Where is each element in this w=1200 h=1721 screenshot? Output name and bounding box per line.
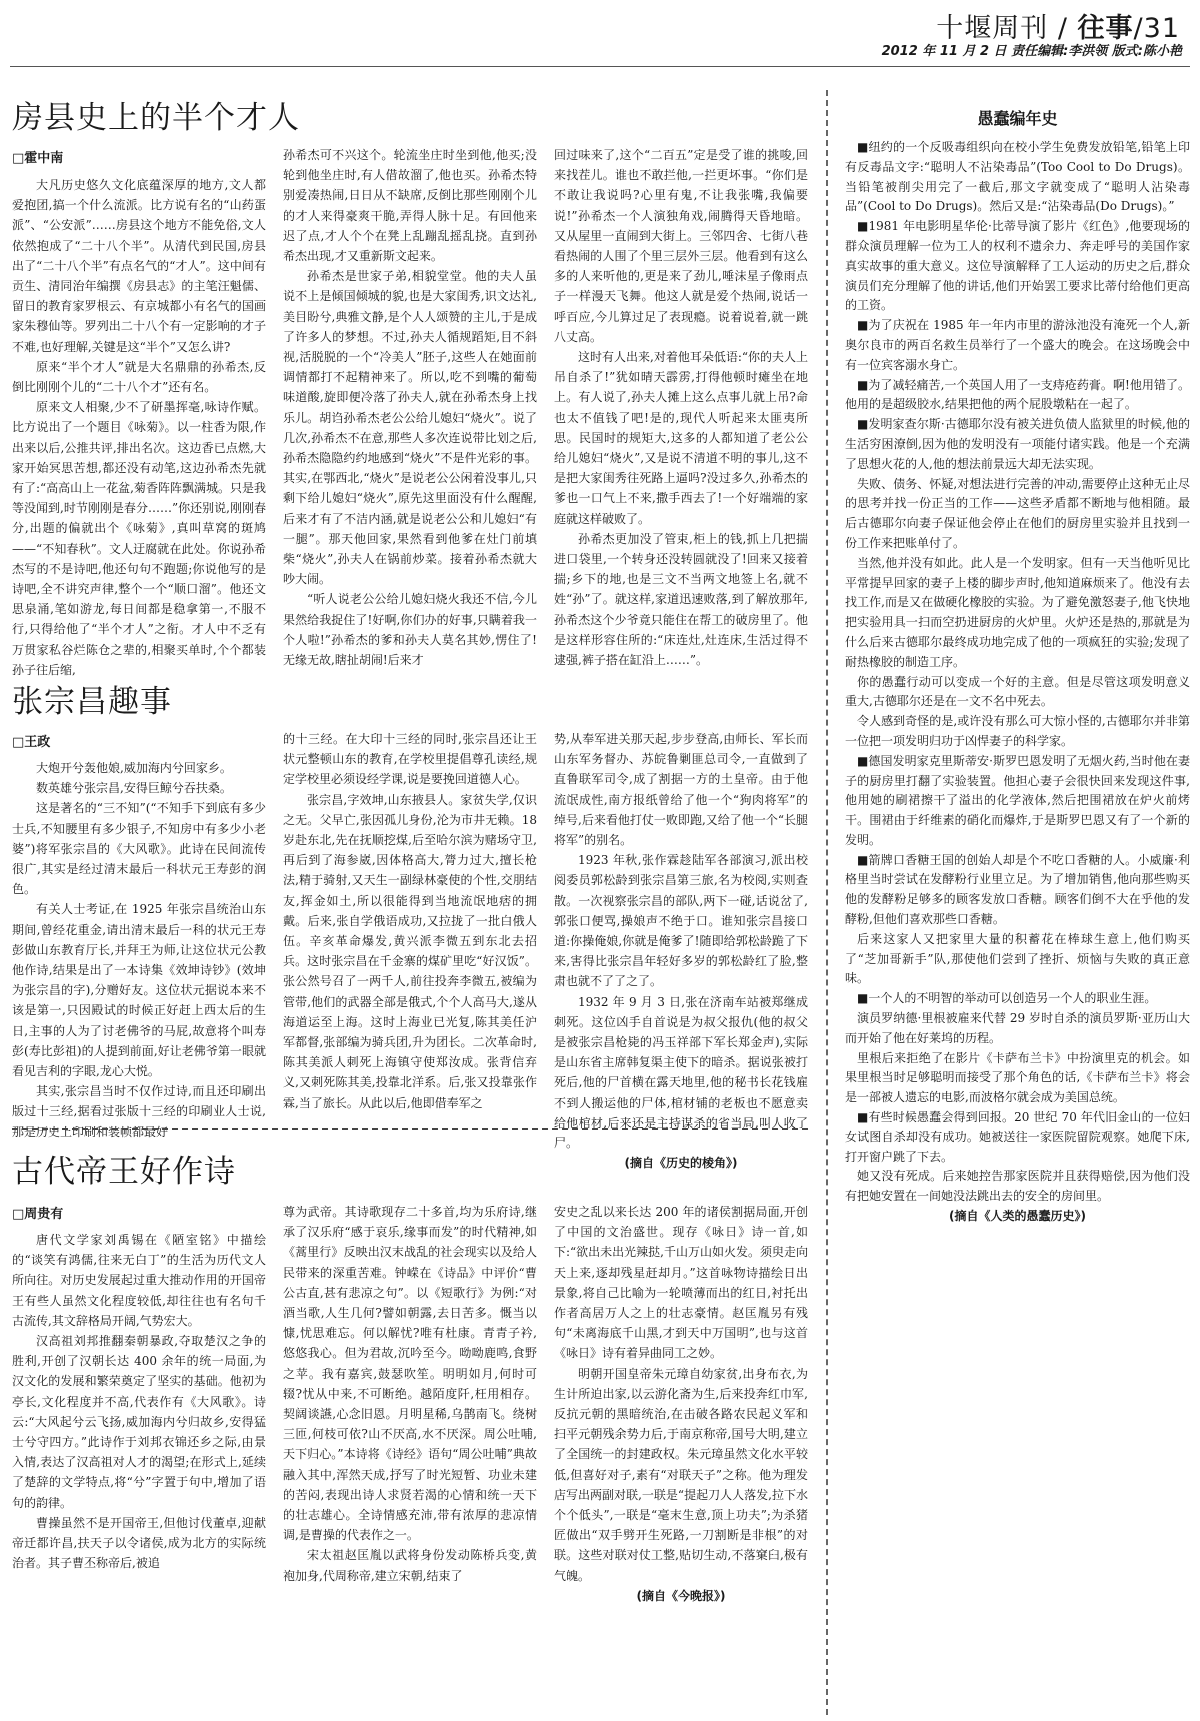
paragraph: ■1981 年电影明星华伦·比蒂导演了影片《红色》,他要现场的群众演员理解一位为工人的权利不遗余力、奔走呼号的美国作家真实故事的重大意义。这位导演解释了工人运动的历史之后,群众演员们充分理解了他的讲话,他们开始罢工要求比蒂付给他们更高的工资。 (845, 219, 1190, 313)
article3-source: (摘自《今晚报》) (636, 1588, 726, 1603)
paragraph: 1932 年 9 月 3 日,张在济南车站被郑继成刺死。这位凶手自首说是为叔父报仇(他的叔父是被张宗昌枪毙的冯玉祥部下军长郑金声),实际是山东省主席韩复渠主使下的暗杀。据说张被打死后,他的尸首横在露天地里,他的秘书长花钱雇不到人搬运他的尸体,棺材铺的老板也不愿意卖给他棺材,后来还是主持谋杀的省当局,叫人收了尸。 (554, 994, 808, 1151)
paragraph: 当然,他并没有如此。此人是一个发明家。但有一天当他听见比平常提早回家的妻子上楼的脚步声时,他知道麻烦来了。他没有去找工作,而是又在做硬化橡胶的实验。为了避免激怒妻子,他飞快地把实验用具一扫而空扔进厨房的火炉里。火炉还是热的,那就是为什么后来古德耶尔最终成功地完成了他的一项疯狂的实验;发现了耐热橡胶的制造工序。 (845, 555, 1190, 669)
paragraph: ■发明家查尔斯·古德耶尔没有被关进负债人监狱里的时候,他的生活穷困潦倒,因为他的发明没有一项能付诸实践。他是一个充满了思想火花的人,他的想法前景远大却无法实现。 (845, 417, 1190, 471)
paragraph: 原来“半个才人”就是大名鼎鼎的孙希杰,反倒比刚刚个儿的“二十八个才”还有名。 (12, 359, 266, 395)
paragraph: 宋太祖赵匡胤以武将身份发动陈桥兵变,黄袍加身,代周称帝,建立宋朝,结束了 (283, 1548, 537, 1583)
paragraph: 失败、债务、怀疑,对想法进行完善的冲动,需要停止这种无止尽的思考并找一份正当的工作——这些矛盾都不断地与他相随。最后古德耶尔向妻子保证他会停止在他们的厨房里实验并且找到一份工作来把账单付了。 (845, 476, 1190, 550)
article2-col3 (554, 729, 808, 1171)
paragraph: ■为了庆祝在 1985 年一年内市里的游泳池没有淹死一个人,新奥尔良市的两百名救生员举行了一个盛大的晚会。在这场晚会中有一位宾客溺水身亡。 (845, 318, 1190, 372)
page-meta: 2012 年 11 月 2 日 责任编辑:李洪领 版式:陈小艳 (881, 44, 1182, 59)
article1-author: □霍中南 (12, 151, 64, 166)
paragraph: 大凡历史悠久文化底蕴深厚的地方,文人都爱抱团,搞一个什么流派。比方说有名的“山药蛋派”、“公安派”……房县这个地方不能免俗,文人依然抱成了“二十八个半”。从清代到民国,房县出了“二十八个半”有点名气的“才人”。这中间有贡生、清同治年编撰《房县志》的主笔汪魁儒、留日的教育家罗根云、有京城都小有名气的国画家朱穆仙等。罗列出二十八个有一定影响的才子不难,也好理解,关键是这“半个”又怎么讲? (12, 178, 266, 354)
sidebar-text (845, 138, 1190, 1227)
article3-author: □周贵有 (12, 1207, 64, 1222)
paragraph: 这时有人出来,对着他耳朵低语:“你的夫人上吊自杀了!”犹如晴天霹雳,打得他顿时瘫坐在地上。有人说了,孙夫人摊上这么点事儿就上吊?命也太不值钱了吧!是的,现代人听起来太匪夷所思。民国时的规矩大,这多的人都知道了老公公给儿媳妇“烧火”,又是说不清道不明的事儿,这不是把大家闺秀往死路上逼吗?没过多久,孙希杰的爹也一口气上不来,撒手西去了!一个好端端的家庭就这样破败了。 (554, 350, 808, 526)
article2-author: □王政 (12, 735, 51, 750)
paragraph: 安史之乱以来长达 200 年的诸侯割据局面,开创了中国的文治盛世。现存《咏日》诗一首,如下:“欲出未出光辣挞,千山万山如火发。须臾走向天上来,逐却残星赶却月。”这首咏物诗描绘日出景象,将自己比喻为一轮喷薄而出的红日,衬托出作者高居万人之上的壮志豪情。赵匡胤另有残句“未离海底千山黑,才到天中万国明”,也与这首《咏日》诗有着异曲同工之妙。 (554, 1205, 808, 1361)
paragraph: 大炮开兮轰他娘,威加海内兮回家乡。 (36, 761, 232, 775)
paragraph: 明朝开国皇帝朱元璋自幼家贫,出身布衣,为生计所迫出家,以云游化斋为生,后来投奔红巾军,反抗元朝的黑暗统治,在击破各路农民起义军和扫平元朝残余势力后,于南京称帝,国号大明,建立了全国统一的封建政权。朱元璋虽然文化水平较低,但喜好对子,素有“对联天子”之称。他为理发店写出两副对联,一联是“提起刀人人落发,拉下水个个低头”,一联是“毫末生意,顶上功夫”;为杀猪匠做出“双手劈开生死路,一刀割断是非根”的对联。这些对联对仗工整,贴切生动,不落窠臼,极有气魄。 (554, 1366, 808, 1583)
header-rule (10, 66, 1190, 67)
paragraph: 你的愚蠢行动可以变成一个好的主意。但是尽管这项发明意义重大,古德耶尔还是在一文不名中死去。 (845, 674, 1190, 709)
paragraph: 的十三经。在大印十三经的同时,张宗昌还让王状元整顿山东的教育,在学校里提倡尊孔读经,规定学校里必须设经学课,说是要挽回道德人心。 (283, 732, 537, 787)
paragraph: 尊为武帝。其诗歌现存二十多首,均为乐府诗,继承了汉乐府“感于哀乐,缘事而发”的时代精神,如《蒿里行》反映出汉末战乱的社会现实以及给人民带来的深重苦难。钟嵘在《诗品》中评价“曹公古直,甚有悲凉之句”。以《短歌行》为例:“对酒当歌,人生几何?譬如朝露,去日苦多。慨当以慷,忧思难忘。何以解忧?唯有杜康。青青子衿,悠悠我心。但为君故,沉吟至今。呦呦鹿鸣,食野之苹。我有嘉宾,鼓瑟吹笙。明明如月,何时可辍?忧从中来,不可断绝。越陌度阡,枉用相存。契阔谈讌,心念旧恩。月明星稀,乌鹊南飞。绕树三匝,何枝可依?山不厌高,水不厌深。周公吐哺,天下归心。”本诗将《诗经》语句“周公吐哺”典故融入其中,浑然天成,抒写了时光短暂、功业未建的苦闷,表现出诗人求贤若渴的心情和统一天下的壮志雄心。全诗情感充沛,带有浓厚的悲凉情调,是曹操的代表作之一。 (283, 1205, 537, 1543)
article3-title: 古代帝王好作诗 (12, 1154, 236, 1190)
sidebar (845, 106, 1190, 129)
section-divider (12, 1128, 808, 1130)
paragraph: 这是著名的“三不知”(“不知手下到底有多少士兵,不知腰里有多少银子,不知房中有多少小老婆”)将军张宗昌的《大风歌》。此诗在民间流传很广,其实是经过清末最后一科状元王寿彭的润色。 (12, 801, 266, 897)
paragraph: 张宗昌,字效坤,山东掖县人。家贫失学,仅识之无。父早亡,张因孤儿身份,沦为市井无赖。18 岁赴东北,先在抚顺挖煤,后至哈尔滨为赌场守卫,再后到了海参崴,因体格高大,膂力过大,擅长枪法,精于骑射,又天生一副绿林豪使的个性,交朋结友,挥金如土,所以很能得到当地流氓地痞的拥戴。后来,张自学俄语成功,又拉拢了一批白俄人伍。辛亥革命爆发,黄兴派李微五到东北去招兵。这时张宗昌在千金寨的煤矿里吃“好汉饭”。张公然号召了一两千人,前往投奔李微五,被编为管带,他们的武器全部是俄式,个个人高马大,遂从海道运至上海。这时上海业已光复,陈其美任沪军都督,张部编为骑兵团,升为团长。二次革命时,陈其美派人刺死上海镇守使郑汝成。张背信弃义,又刺死陈其美,投靠北洋系。后,张又投靠张作霖,当了旅长。从此以后,他即借奉军之 (283, 792, 537, 1110)
sidebar-body (845, 138, 1190, 1716)
article1-col2 (283, 145, 537, 668)
paragraph: 里根后来拒绝了在影片《卡萨布兰卡》中扮演里克的机会。如果里根当时足够聪明而接受了那个角色的话,《卡萨布兰卡》将会是一部被人遗忘的电影,而波格尔就会成为美国总统。 (845, 1050, 1190, 1105)
paragraph: 她又没有死成。后来她控告那家医院并且获得赔偿,因为他们没有把她安置在一间她没法跳出去的安全的房间里。 (845, 1169, 1190, 1204)
paragraph: 数英雄兮张宗昌,安得巨鲸兮吞扶桑。 (36, 781, 232, 796)
paragraph: 唐代文学家刘禹锡在《陋室铭》中描绘的“谈笑有鸿儒,往来无白丁”的生活为历代文人所向往。对历史发展起过重大推动作用的开国帝王有些人虽然文化程度较低,却往往也有名句千古流传,其文辞格局开阔,气势宏大。 (12, 1233, 266, 1328)
paragraph: ■纽约的一个反吸毒组织向在校小学生免费发放铅笔,铅笔上印有反毒品文字:“聪明人不沾染毒品”(Too Cool to Do Drugs)。当铅笔被削尖用完了一截后,那文字就变成了“聪明人沾染毒品”(Cool to Do Drugs)。然后又是:“沾染毒品(Do Drugs)。” (845, 140, 1190, 214)
article2-col1 (12, 758, 266, 1139)
paragraph: 有关人士考证,在 1925 年张宗昌统治山东期间,曾经花重金,请出清末最后一科的状元王寿彭做山东教育厅长,并拜王为师,让这位状元公教他作诗,结果是出了一本诗集《效坤诗钞》(效坤为张宗昌的字),分赠好友。这位状元据说本来不该是第一,只因殿试的时候正好赶上西太后的生日,主事的人为了讨老佛爷的马屁,故意将个叫寿彭(寿比彭祖)的人提到前面,好让老佛爷第一眼就看见吉利的字眼,龙心大悦。 (12, 902, 266, 1079)
page-header-title: 十堰周刊 / 往事/31 (936, 13, 1180, 44)
paragraph: 汉高祖刘邦推翻秦朝暴政,夺取楚汉之争的胜利,开创了汉朝长达 400 余年的统一局面,为汉文化的发展和繁荣奠定了坚实的基础。他初为亭长,文化程度并不高,代表作有《大风歌》。诗云:“大风起兮云飞扬,威加海内兮归故乡,安得猛士兮守四方。”此诗作于刘邦衣锦还乡之际,由景入情,表达了汉高祖对人才的渴望;在形式上,延续了楚辞的文学特点,将“兮”字置于句中,增加了语句的韵律。 (12, 1334, 266, 1510)
article2-title: 张宗昌趣事 (12, 684, 172, 720)
article3-col3 (554, 1202, 808, 1716)
article3-col2 (283, 1202, 537, 1716)
paragraph: 原来文人相聚,少不了研墨挥毫,咏诗作赋。比方说出了一个题目《咏菊》。以一柱香为限,作出来以后,公推共评,排出名次。这边香已点燃,大家开始冥思苦想,都还没有动笔,这边孙希杰先就有了:“高高山上一花盆,菊香阵阵飘满城。只是我等没闻到,时节刚刚是春分……”你还别说,刚刚春分,出题的偏就出个《咏菊》,真叫草窝的斑鸠——“不知春秋”。文人迂腐就在此处。你说孙希杰写的不是诗吧,他还句句不跑题;你说他写的是诗吧,全不讲究声律,整个一个“顺口溜”。他还文思泉涌,笔如游龙,每日间都是稳拿第一,不服不行,只得给他了“半个才人”之衔。才人中不乏有万贯家私谷烂陈仓之辈的,相聚买单时,个个都装孙子往后缩, (12, 400, 266, 677)
article1-title: 房县史上的半个才人 (12, 100, 300, 136)
paragraph: 其实,张宗昌当时不仅作过诗,而且还印刷出版过十三经,据看过张版十三经的印刷业人士说,那是历史上印刷和装帧都最好 (12, 1084, 266, 1139)
paragraph: 孙希杰更加没了管束,柜上的钱,抓上几把揣进口袋里,一个转身还没转圆就没了!回来又接着揣;乡下的地,也是三文不当两文地签上名,就不姓“孙”了。就这样,家道迅速败落,到了解放那年,孙希杰这个少爷竟只能住在帮工的破房里了。他是这样形容住所的:“床连灶,灶连床,生活过得不逮强,裤子搭在缸沿上……”。 (554, 531, 808, 668)
paragraph: ■有些时候愚蠢会得到回报。20 世纪 70 年代旧金山的一位妇女试图自杀却没有成功。她被送往一家医院留院观察。她爬下床,打开窗户跳了下去。 (845, 1110, 1190, 1164)
paragraph: 孙希杰可不兴这个。轮流坐庄时坐到他,他买;没轮到他坐庄时,有人借故溜了,他也买。孙希杰特别爱凑热闹,日日从不缺席,反倒比那些刚刚个儿的才人来得豪爽干脆,弄得人脉十足。有回他来迟了点,才人个个在凳上乱蹦乱摇乱挠。直到孙希杰出现,才又重新斯文起来。 (283, 148, 537, 264)
paragraph: 曹操虽然不是开国帝王,但他讨伐董卓,迎献帝迁都许昌,扶天子以令诸侯,成为北方的实际统治者。其子曹丕称帝后,被追 (12, 1515, 266, 1571)
paragraph: “听人说老公公给儿媳妇烧火我还不信,今儿果然给我捉住了!好啊,你们办的好事,只瞒着我一个人啦!”孙希杰的爹和孙夫人莫名其妙,愣住了!无缘无故,瞎扯胡闹!后来才 (283, 592, 537, 668)
paragraph: ■为了减轻痛苦,一个英国人用了一支痔疮药膏。啊!他用错了。他用的是超级胶水,结果把他的两个屁股墩粘在一起了。 (845, 377, 1190, 412)
article1-col3 (554, 145, 808, 668)
paper-name: 十堰周刊 (936, 13, 1049, 44)
column-divider (826, 90, 828, 1715)
section-name: 往事 (1077, 13, 1134, 44)
paragraph: 后来这家人又把家里大量的积蓄花在棒球生意上,他们购买了“芝加哥新手”队,那使他们尝到了挫折、烦恼与失败的真正意味。 (845, 931, 1190, 986)
paragraph: 1923 年秋,张作霖趁陆军各部演习,派出校阅委员郭松龄到张宗昌第三旅,名为校阅,实则查散。一次视察张宗昌的部队,两下一碰,话说岔了,郭张口便骂,操娘声不绝于口。谁知张宗昌接口道:你操俺娘,你就是俺爹了!随即给郭松龄跪了下来,害得比张宗昌年轻好多岁的郭松龄红了脸,整肃也就不了了之了。 (554, 853, 808, 989)
article2-source: (摘自《历史的棱角》) (624, 1156, 738, 1171)
article3-col1 (12, 1230, 266, 1716)
paragraph: 演员罗纳德·里根被雇来代替 29 岁时自杀的演员罗斯·亚历山大而开始了他在好莱坞的历程。 (845, 1011, 1190, 1045)
page-number: /31 (1133, 13, 1180, 44)
paragraph: 势,从奉军进关那天起,步步登高,由师长、军长而山东军务督办、苏皖鲁剿匪总司令,一直做到了直鲁联军司令,成了割据一方的土皇帝。由于他流氓成性,南方报纸曾给了他一个“狗肉将军”的绰号,后来看他打仗一败即跑,又给了他一个“长腿将军”的别名。 (554, 732, 808, 848)
sidebar-source: (摘自《人类的愚蠢历史》) (949, 1209, 1086, 1224)
sidebar-title: 愚蠢编年史 (977, 109, 1058, 128)
article2-col2 (283, 729, 537, 1114)
paragraph: 回过味来了,这个“二百五”定是受了谁的挑唆,回来找茬儿。谁也不敢拦他,一拦更坏事。“你们是不敢让我说吗?心里有鬼,不让我张嘴,我偏要说!”孙希杰一个人演独角戏,闹腾得天昏地暗。又从屋里一直闹到大街上。三邻四舍、七街八巷看热闹的人围了个里三层外三层。他看到有这么多的人来听他的,更是来了劲儿,唾沫星子像雨点子一样漫天飞舞。他这人就是爱个热闹,说话一呼百应,今儿算过足了表现瘾。说着说着,就一跳八丈高。 (554, 148, 808, 344)
article1-col1 (12, 175, 266, 677)
paragraph: ■箭牌口香糖王国的创始人却是个不吃口香糖的人。小威廉·利格里当时尝试在发酵粉行业里立足。为了增加销售,他向那些购买他的发酵粉足够多的顾客发放口香糖。顾客们倒不大在乎他的发酵粉,但他们喜欢那些口香糖。 (845, 852, 1190, 927)
paragraph: ■德国发明家克里斯蒂安·斯罗巴恩发明了无烟火药,当时他在妻子的厨房里打翻了实验装置。他担心妻子会很快回来发现这件事,他用她的刷裙擦干了溢出的化学液体,然后把围裙放在炉火前烤干。围裙由于纤维素的硝化而爆炸,于是斯罗巴恩又有了一个新的发明。 (845, 753, 1190, 847)
paragraph: ■一个人的不明智的举动可以创造另一个人的职业生涯。 (857, 991, 1157, 1006)
paragraph: 令人感到奇怪的是,或许没有那么可大惊小怪的,古德耶尔并非第一位把一项发明归功于凶悍妻子的科学家。 (845, 714, 1190, 748)
paragraph: 孙希杰是世家子弟,相貌堂堂。他的夫人虽说不上是倾国倾城的貌,也是大家闺秀,识文达礼,美目盼兮,典雅文静,是个人人颂赞的主儿,于是成了许多人的梦想。不过,孙夫人循规蹈矩,目不斜视,活脱脱的一个“冷美人”胚子,这些人在她面前调情都打不起精神来了。所以,吃不到嘴的葡萄味道酸,旋即便冷落了孙夫人,就在孙希杰身上找乐儿。胡诌孙希杰老公公给儿媳妇“烧火”。说了几次,孙希杰不在意,那些人多次连说带比划之后,孙希杰隐隐约约地感到“烧火”不是件光彩的事。其实,在鄂西北,“烧火”是说老公公闲着没事儿,只剩下给儿媳妇“烧火”,原先这里面没有什么醒醒,后来才有了不洁内涵,就是说老公公和儿媳妇“有一腿”。那天他回家,果然看到他爹在灶门前填柴“烧火”,孙夫人在锅前炒菜。接着孙希杰就大吵大闹。 (283, 269, 537, 587)
